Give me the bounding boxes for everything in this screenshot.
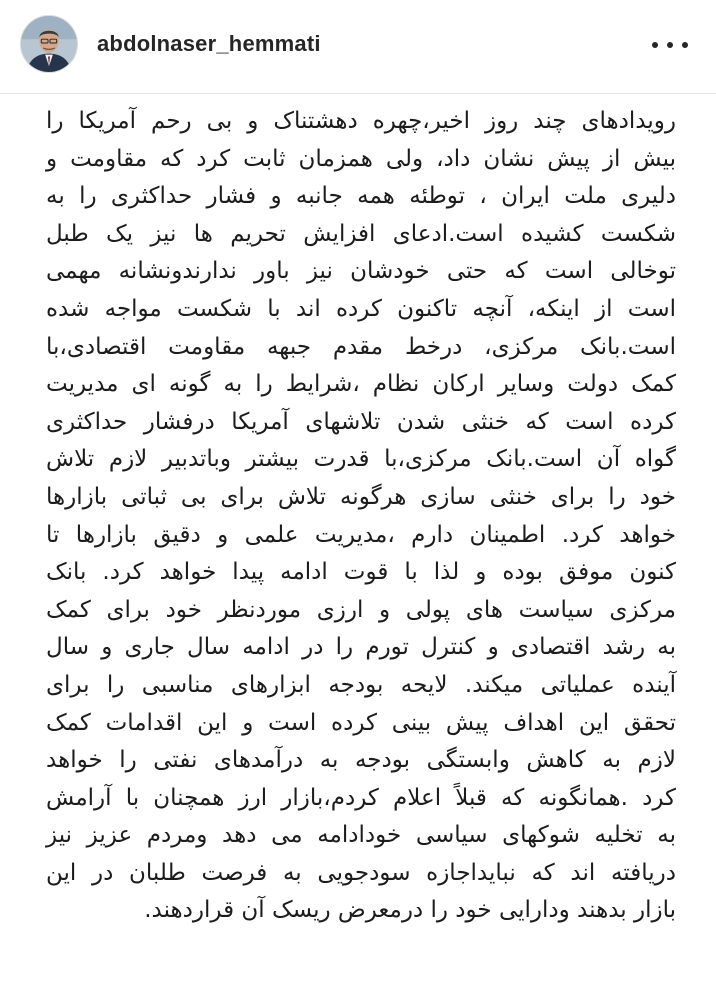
caption-line: کرده است که خنثی شدن تلاشهای آمریکا درفشار حداکثری [46,408,676,435]
caption-line: رویدادهای چند روز اخیر،چهره دهشتناک و بی رحم آمریکا را [46,108,676,134]
caption-line: به رشد اقتصادی و کنترل تورم را در ادامه سال جاری و سال [46,634,676,661]
caption-line: خواهد کرد. اطمینان دارم ،مدیریت علمی و دقیق بازارها تا [46,521,676,548]
caption-line: شکست کشیده است.ادعای افزایش تحریم ها نیز یک طبل [46,220,676,247]
caption-line: است.بانک مرکزی، درخط مقدم جبهه مقاومت اقتصادی،با [46,333,676,360]
caption-line: کرد .همانگونه که قبلاً اعلام کردم،بازار ارز همچنان با آرامش [46,784,676,811]
caption-line: تحقق این اهداف پیش بینی کرده است و این اقدامات کمک [46,709,676,736]
caption-line: دریافته اند که نبایداجازه سودجویی به فرصت طلبان در این [46,859,676,886]
post-header [0,0,716,94]
more-options-button[interactable] [652,34,688,56]
caption-line: است از اینکه، آنچه تاکنون کرده اند با شکست مواجه شده [46,295,676,322]
caption-line: دلیری ملت ایران ، توطئه همه جانبه و فشار حداکثری را به [46,183,676,210]
caption-line: خود را برای خنثی سازی هرگونه تلاش برای بی ثباتی بازارها [46,483,676,510]
post-caption [46,103,676,930]
avatar[interactable] [20,15,78,73]
caption-line: بیش از پیش نشان داد، ولی همزمان ثابت کرد که مقاومت و [46,145,676,172]
caption-line: آینده عملیاتی میکند. لایحه بودجه ابزارهای مناسبی را برای [46,671,676,698]
caption-line: بازار بدهند ودارایی خود را درمعرض ریسک آن قراردهند. [144,897,676,924]
more-horizontal-icon [652,42,658,48]
caption-line: کمک دولت وسایر ارکان نظام ،شرایط را به گونه ای مدیریت [46,371,676,398]
caption-line: کنون موفق بوده و لذا با قوت ادامه پیدا خواهد کرد. بانک [46,559,676,586]
username[interactable]: abdolnaser_hemmati [97,31,321,56]
caption-line: توخالی است که حتی خودشان نیز باور ندارندونشانه مهمی [46,258,676,285]
more-horizontal-icon-dot [667,42,673,48]
caption-line: به تخلیه شوکهای سیاسی خودادامه می دهد ومردم عزیز نیز [46,822,676,849]
caption-line: گواه آن است.بانک مرکزی،با قدرت بیشتر وباتدبیر لازم تلاش [46,446,676,473]
caption-line: مرکزی سیاست های پولی و ارزی موردنظر خود برای کمک [46,596,676,623]
profile-photo-icon [21,16,77,72]
more-horizontal-icon-dot [682,42,688,48]
caption-line: لازم به کاهش وابستگی بودجه به درآمدهای نفتی را خواهد [46,747,676,774]
